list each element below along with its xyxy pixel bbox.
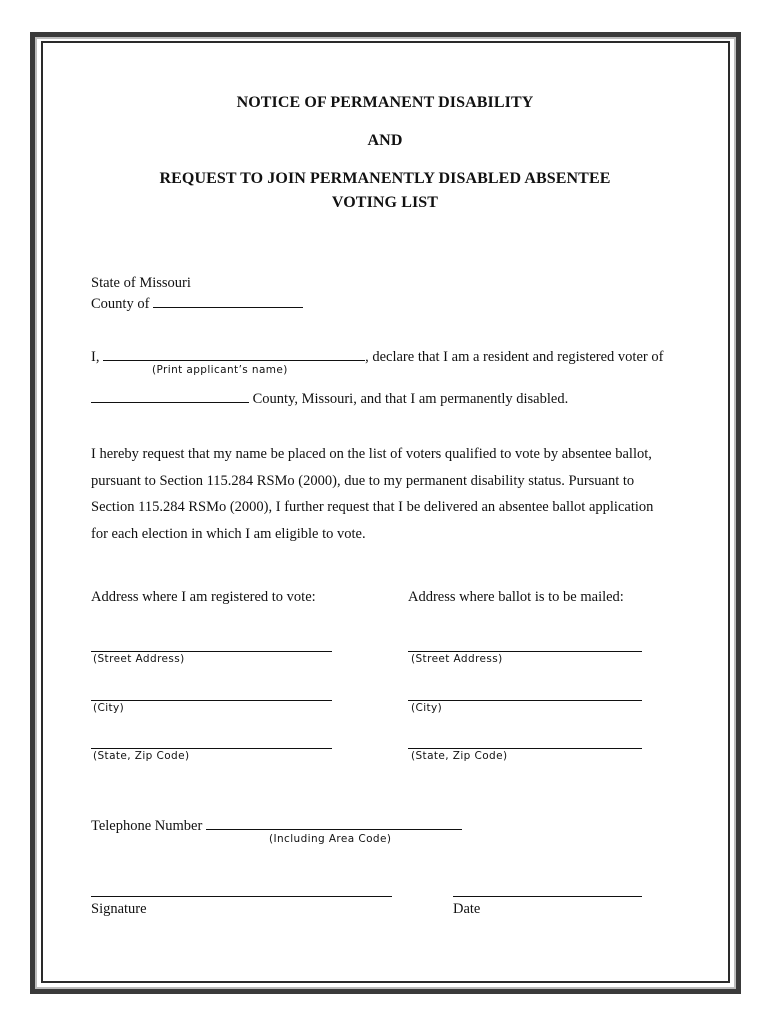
residence-county-blank[interactable]	[91, 390, 249, 403]
registered-state-zip-caption: (State, Zip Code)	[93, 750, 190, 762]
registered-city-line[interactable]	[91, 700, 332, 701]
mailing-state-zip-caption: (State, Zip Code)	[411, 750, 508, 762]
mailing-state-zip-line[interactable]	[408, 748, 642, 749]
telephone-label: Telephone Number	[91, 818, 203, 834]
registered-street-line[interactable]	[91, 651, 332, 652]
county-label: County of	[91, 296, 150, 312]
county-blank[interactable]	[153, 295, 303, 308]
mailing-street-caption: (Street Address)	[411, 653, 503, 665]
registered-address-heading: Address where I am registered to vote:	[91, 589, 316, 605]
request-paragraph	[91, 441, 691, 547]
date-line[interactable]	[453, 896, 642, 897]
mailing-address-heading: Address where ballot is to be mailed:	[408, 589, 624, 605]
telephone-caption: (Including Area Code)	[269, 833, 392, 845]
registered-state-zip-line[interactable]	[91, 748, 332, 749]
county-suffix: County, Missouri, and that I am permanently disabled.	[252, 391, 569, 407]
state-label: State of Missouri	[91, 275, 191, 291]
county-row	[91, 295, 303, 313]
mailing-city-line[interactable]	[408, 700, 642, 701]
request-line-2: pursuant to Section 115.284 RSMo (2000), due to my permanent disability status. Pursuant to	[91, 472, 635, 489]
print-name-caption: (Print applicant’s name)	[152, 364, 288, 376]
declare-suffix: , declare that I am a resident and registered voter of	[365, 349, 664, 365]
county-residence-row	[91, 390, 568, 408]
signature-line[interactable]	[91, 896, 392, 897]
request-line-4: for each election in which I am eligible to vote.	[91, 525, 366, 542]
mailing-city-caption: (City)	[411, 702, 443, 714]
applicant-name-blank[interactable]	[103, 348, 365, 361]
mailing-street-line[interactable]	[408, 651, 642, 652]
signature-label: Signature	[91, 901, 147, 917]
registered-street-caption: (Street Address)	[93, 653, 185, 665]
form-title-line-3: REQUEST TO JOIN PERMANENTLY DISABLED ABSENTEE	[159, 170, 611, 187]
date-label: Date	[453, 901, 481, 917]
form-title-line-4: VOTING LIST	[331, 194, 439, 211]
request-line-1: I hereby request that my name be placed on the list of voters qualified to vote by absentee ballot,	[91, 446, 652, 462]
telephone-blank[interactable]	[206, 817, 462, 830]
declare-prefix: I,	[91, 349, 100, 365]
request-line-3: Section 115.284 RSMo (2000), I further request that I be delivered an absentee ballot application	[91, 499, 654, 515]
form-title-line-1: NOTICE OF PERMANENT DISABILITY	[236, 94, 534, 111]
form-title-line-2: AND	[367, 132, 403, 149]
registered-city-caption: (City)	[93, 702, 125, 714]
